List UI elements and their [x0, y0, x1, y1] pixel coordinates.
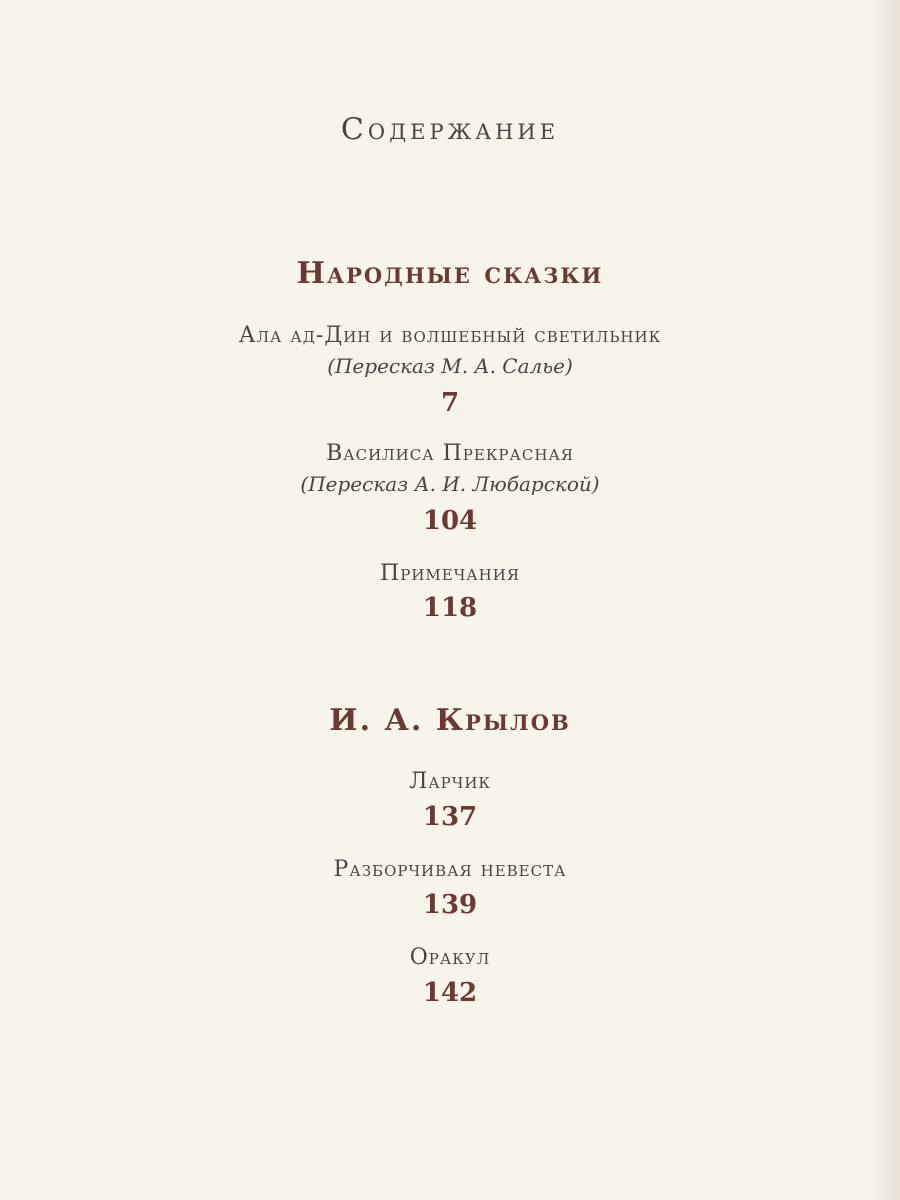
toc-heading: Содержание: [340, 112, 560, 147]
toc-entry-page: 142: [422, 978, 478, 1008]
toc-entry-reteller: (Пересказ М. А. Салье): [327, 354, 573, 378]
toc-entry-page: 139: [422, 890, 478, 920]
section-title-folk-tales: Народные сказки: [296, 256, 604, 291]
toc-entry-page: 104: [422, 506, 478, 536]
section-title-krylov: И. А. Крылов: [329, 703, 571, 738]
toc-entry-title: Василиса Прекрасная: [326, 441, 574, 466]
toc-entry-title: Разборчивая невеста: [333, 857, 567, 882]
toc-entry-page: 118: [422, 593, 478, 623]
toc-entry-title: Ларчик: [408, 769, 492, 794]
toc-entry-title: Оракул: [409, 945, 491, 970]
toc-entry-reteller: (Пересказ А. И. Любарской): [300, 472, 600, 496]
toc-entry-page: 137: [422, 802, 478, 832]
toc-entry-title: Ала ад-Дин и волшебный светильник: [238, 323, 662, 348]
toc-entry-page: 7: [440, 388, 460, 418]
toc-entry-title: Примечания: [380, 561, 520, 586]
